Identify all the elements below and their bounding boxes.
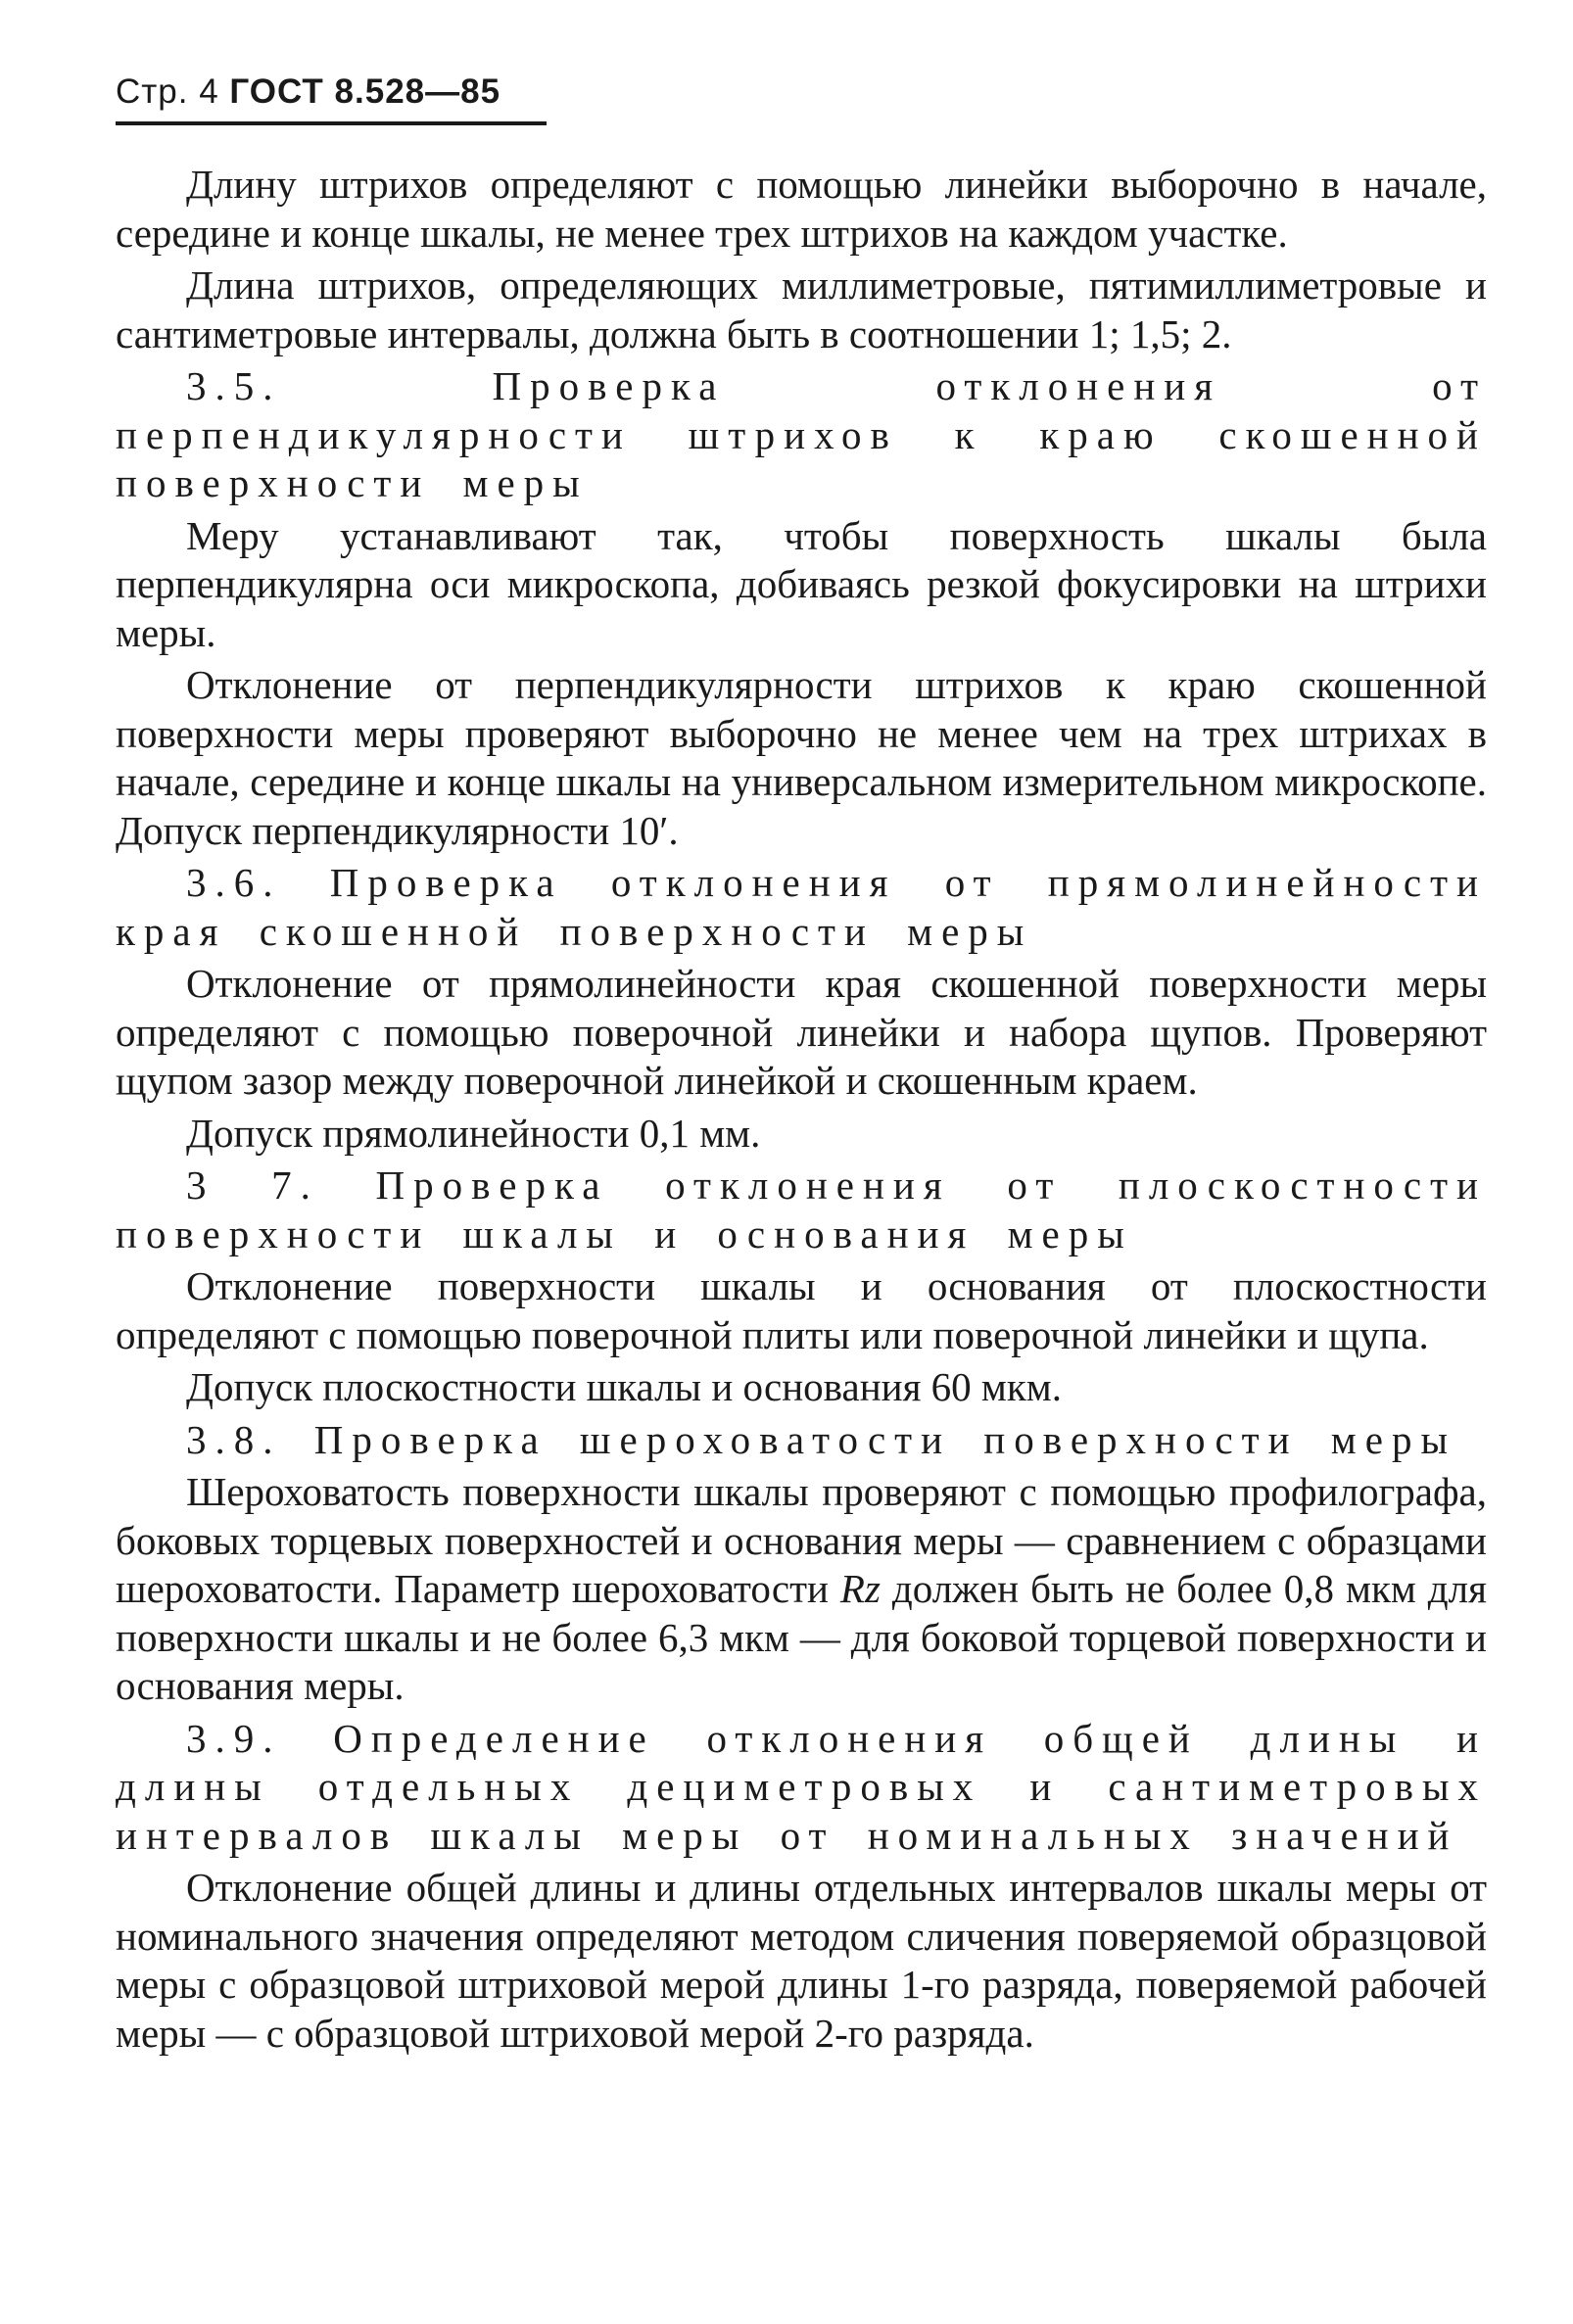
paragraph: Отклонение поверхности шкалы и основания от плоскостности определяют с помощью поверочной плиты или поверочной линейки и щупа. xyxy=(116,1263,1487,1357)
rz-parameter: Rz xyxy=(839,1566,881,1611)
section-heading-3-7: 3 7. Проверка отклонения от плоскостности поверхности шкалы и основания меры xyxy=(116,1162,1487,1257)
text-run: Шероховатость поверхности шкалы проверяют с помощью профилографа, боковых торцевых поверхностей и основания меры — сравнением с образцами шероховатости. Параметр шероховатости xyxy=(116,1469,1487,1611)
section-heading-3-9: 3.9. Определение отклонения общей длины и длины отдельных дециметровых и сантиметровых интервалов шкалы меры от номинальных значений xyxy=(116,1715,1487,1858)
paragraph: Меру устанавливают так, чтобы поверхность шкалы была перпендикулярна оси микроскопа, добиваясь резкой фокусировки на штрихи меры. xyxy=(116,512,1487,655)
section-heading-3-6: 3.6. Проверка отклонения от прямолинейности края скошенной поверхности меры xyxy=(116,860,1487,954)
paragraph: Длина штрихов, определяющих миллиметровые, пятимиллиметровые и сантиметровые интервалы, должна быть в соотношении 1; 1,5; 2. xyxy=(116,262,1487,356)
page-number: Стр. 4 xyxy=(116,72,219,111)
paragraph xyxy=(116,1468,1487,1711)
text-run: должен быть не более 0,8 мкм для поверхности шкалы и не более 6,3 мкм — для боковой торцевой поверхности и основания меры. xyxy=(116,1566,1487,1708)
paragraph: Допуск плоскостности шкалы и основания 60 мкм. xyxy=(186,1364,1062,1409)
standard-code: ГОСТ 8.528—85 xyxy=(229,72,501,111)
paragraph: Допуск прямолинейности 0,1 мм. xyxy=(186,1110,761,1156)
document-page xyxy=(116,59,1487,2062)
header-rule xyxy=(116,121,547,125)
paragraph: Длину штрихов определяют с помощью линейки выборочно в начале, середине и конце шкалы, не менее трех штрихов на каждом участке. xyxy=(116,162,1487,256)
section-heading-3-5: 3.5. Проверка отклонения от перпендикулярности штрихов к краю скошенной поверхности меры xyxy=(116,363,1487,505)
page-header xyxy=(116,59,1487,118)
section-heading-3-8: 3.8. Проверка шероховатости поверхности меры xyxy=(186,1416,1456,1462)
paragraph: Отклонение от перпендикулярности штрихов к краю скошенной поверхности меры проверяют выборочно не менее чем на трех штрихах в начале, середине и конце шкалы на универсальном измерительном микроскопе. Допуск перпендикулярности 10′. xyxy=(116,662,1487,853)
paragraph: Отклонение общей длины и длины отдельных интервалов шкалы меры от номинального значения определяют методом сличения поверяемой образцовой меры с образцовой штриховой мерой длины 1-го разряда, поверяемой рабочей меры — с образцовой штриховой мерой 2-го разряда. xyxy=(116,1865,1487,2056)
paragraph: Отклонение от прямолинейности края скошенной поверхности меры определяют с помощью поверочной линейки и набора щупов. Проверяют щупом зазор между поверочной линейкой и скошенным краем. xyxy=(116,961,1487,1103)
